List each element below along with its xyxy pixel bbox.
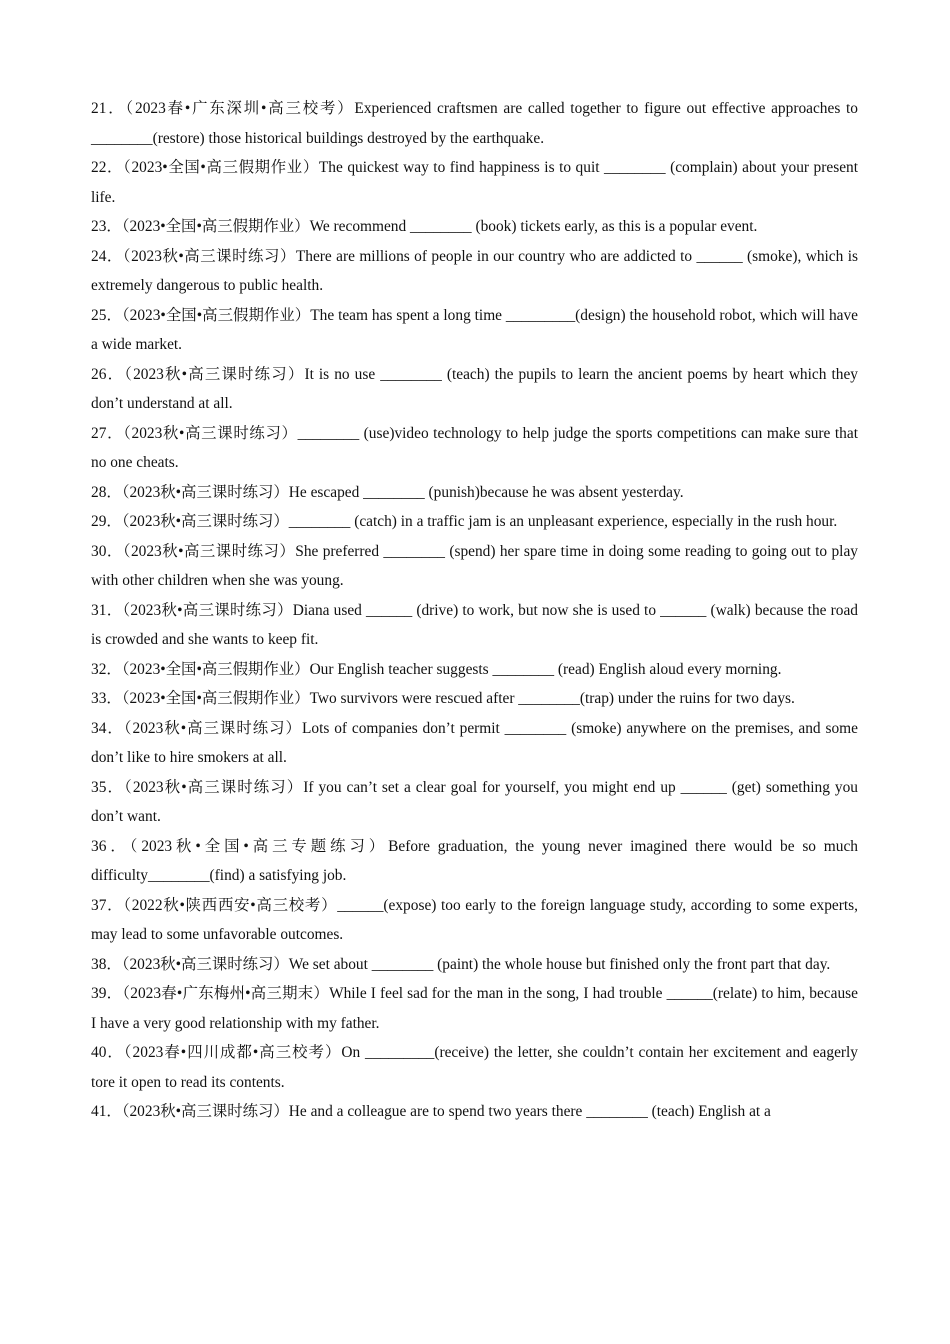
question-number: 31． — [91, 601, 123, 619]
question-number: 25． — [91, 306, 122, 324]
question-source: （2023秋•高三课时练习） — [121, 513, 289, 530]
question-34 — [91, 714, 858, 773]
question-text: It is no use ________ (teach) the pupils to learn the ancient poems by heart which they don’t understand at all. — [91, 365, 858, 412]
question-text: Lots of companies don’t permit ________ (smoke) anywhere on the premises, and some don’t like to hire smokers at all. — [91, 719, 858, 766]
question-40 — [91, 1038, 858, 1097]
question-text: He and a colleague are to spend two years there ________ (teach) English at a — [288, 1103, 771, 1120]
question-26 — [91, 360, 858, 419]
question-23 — [91, 212, 858, 242]
question-35 — [91, 773, 858, 832]
question-source: （2023秋•高三课时练习） — [124, 778, 304, 796]
question-text: While I feel sad for the man in the song, I had trouble ______(relate) to him, because I have a very good relationship with my father. — [91, 985, 858, 1032]
question-number: 40． — [91, 1044, 124, 1061]
question-number: 26． — [91, 365, 125, 383]
question-number: 22． — [91, 159, 124, 176]
question-text: The quickest way to find happiness is to quit ________ (complain) about your present life. — [91, 159, 859, 206]
question-source: （2023•全国•高三假期作业） — [121, 218, 310, 235]
question-28 — [91, 478, 858, 508]
question-text: Before graduation, the young never imagined there would be so much difficulty________(find) a satisfying job. — [91, 837, 858, 884]
question-text: On _________(receive) the letter, she couldn’t contain her excitement and eagerly tore it open to read its contents. — [91, 1044, 858, 1091]
question-text: We set about ________ (paint) the whole house but finished only the front part that day. — [288, 955, 831, 973]
question-21 — [91, 94, 858, 153]
question-31 — [91, 596, 858, 655]
question-text: She preferred ________ (spend) her spare time in doing some reading to going out to play with other children when she was young. — [91, 542, 858, 589]
question-text: If you can’t set a clear goal for yourself, you might end up ______ (get) something you don’t want. — [91, 778, 858, 825]
question-number: 24． — [91, 247, 123, 265]
question-source: （2023秋•高三课时练习） — [121, 1103, 289, 1120]
question-text: There are millions of people in our country who are addicted to ______ (smoke), which is extremely dangerous to public health. — [91, 247, 858, 294]
question-number: 30． — [91, 542, 123, 560]
question-number: 33． — [91, 690, 122, 707]
question-text: Our English teacher suggests ________ (read) English aloud every morning. — [309, 660, 782, 678]
question-number: 39． — [91, 985, 123, 1002]
question-source: （2023春•广东深圳•高三校考） — [125, 100, 355, 117]
question-38 — [91, 950, 858, 980]
question-text: The team has spent a long time _________(design) the household robot, which will have a wide market. — [91, 306, 858, 353]
question-text: We recommend ________ (book) tickets early, as this is a popular event. — [309, 218, 758, 235]
question-41 — [91, 1097, 858, 1127]
question-source: （2023秋•高三课时练习） — [122, 601, 293, 619]
question-39 — [91, 979, 858, 1038]
question-source: （2023秋•高三课时练习） — [121, 955, 289, 973]
question-source: （2023秋•高三课时练习） — [123, 424, 298, 442]
question-source: （2023•全国•高三假期作业） — [121, 690, 310, 707]
question-source: （2023•全国•高三假期作业） — [121, 660, 310, 678]
question-text: Two survivors were rescued after ________(trap) under the ruins for two days. — [309, 690, 795, 707]
question-number: 34． — [91, 719, 124, 737]
question-36 — [91, 832, 858, 891]
question-source: （2023秋•高三课时练习） — [124, 365, 305, 383]
question-37 — [91, 891, 858, 950]
question-33 — [91, 684, 858, 714]
question-text: ________ (catch) in a traffic jam is an unpleasant experience, especially in the rush hour. — [288, 513, 838, 530]
question-text: ________ (use)video technology to help judge the sports competitions can make sure that no one cheats. — [91, 424, 858, 471]
question-29 — [91, 507, 858, 537]
question-number: 38． — [91, 955, 122, 973]
question-source: （2023•全国•高三假期作业） — [123, 159, 319, 176]
question-source: （2023•全国•高三假期作业） — [121, 306, 311, 324]
question-number: 28． — [91, 483, 122, 501]
question-number: 35． — [91, 778, 125, 796]
question-source: （2023春•四川成都•高三校考） — [123, 1044, 342, 1061]
question-32 — [91, 655, 858, 685]
question-22 — [91, 153, 858, 212]
question-text: He escaped ________ (punish)because he was absent yesterday. — [288, 483, 684, 501]
question-number: 29． — [91, 513, 122, 530]
question-source: （2023秋•全国•高三专题练习） — [129, 837, 389, 855]
question-source: （2022秋•陕西西安•高三校考） — [123, 896, 338, 914]
question-number: 32． — [91, 660, 122, 678]
question-source: （2023秋•高三课时练习） — [122, 247, 296, 265]
question-number: 21． — [91, 100, 126, 117]
question-25 — [91, 301, 858, 360]
question-text: ______(expose) too early to the foreign language study, according to some experts, may lead to some unfavorable outcomes. — [91, 896, 858, 943]
document-page — [91, 94, 858, 1127]
question-text: Experienced craftsmen are called together to figure out effective approaches to ________(restore) those historical buildings destroyed by the earthquake. — [91, 100, 858, 147]
question-number: 27． — [91, 424, 124, 442]
question-number: 36． — [91, 837, 130, 855]
question-source: （2023春•广东梅州•高三期末） — [122, 985, 330, 1002]
question-27 — [91, 419, 858, 478]
question-number: 23． — [91, 218, 122, 235]
question-30 — [91, 537, 858, 596]
question-number: 41． — [91, 1103, 122, 1120]
question-24 — [91, 242, 858, 301]
question-source: （2023秋•高三课时练习） — [122, 542, 296, 560]
question-number: 37． — [91, 896, 124, 914]
question-source: （2023秋•高三课时练习） — [123, 719, 302, 737]
question-source: （2023秋•高三课时练习） — [121, 483, 289, 501]
question-text: Diana used ______ (drive) to work, but now she is used to ______ (walk) because the road is crowded and she wants to keep fit. — [91, 601, 858, 648]
